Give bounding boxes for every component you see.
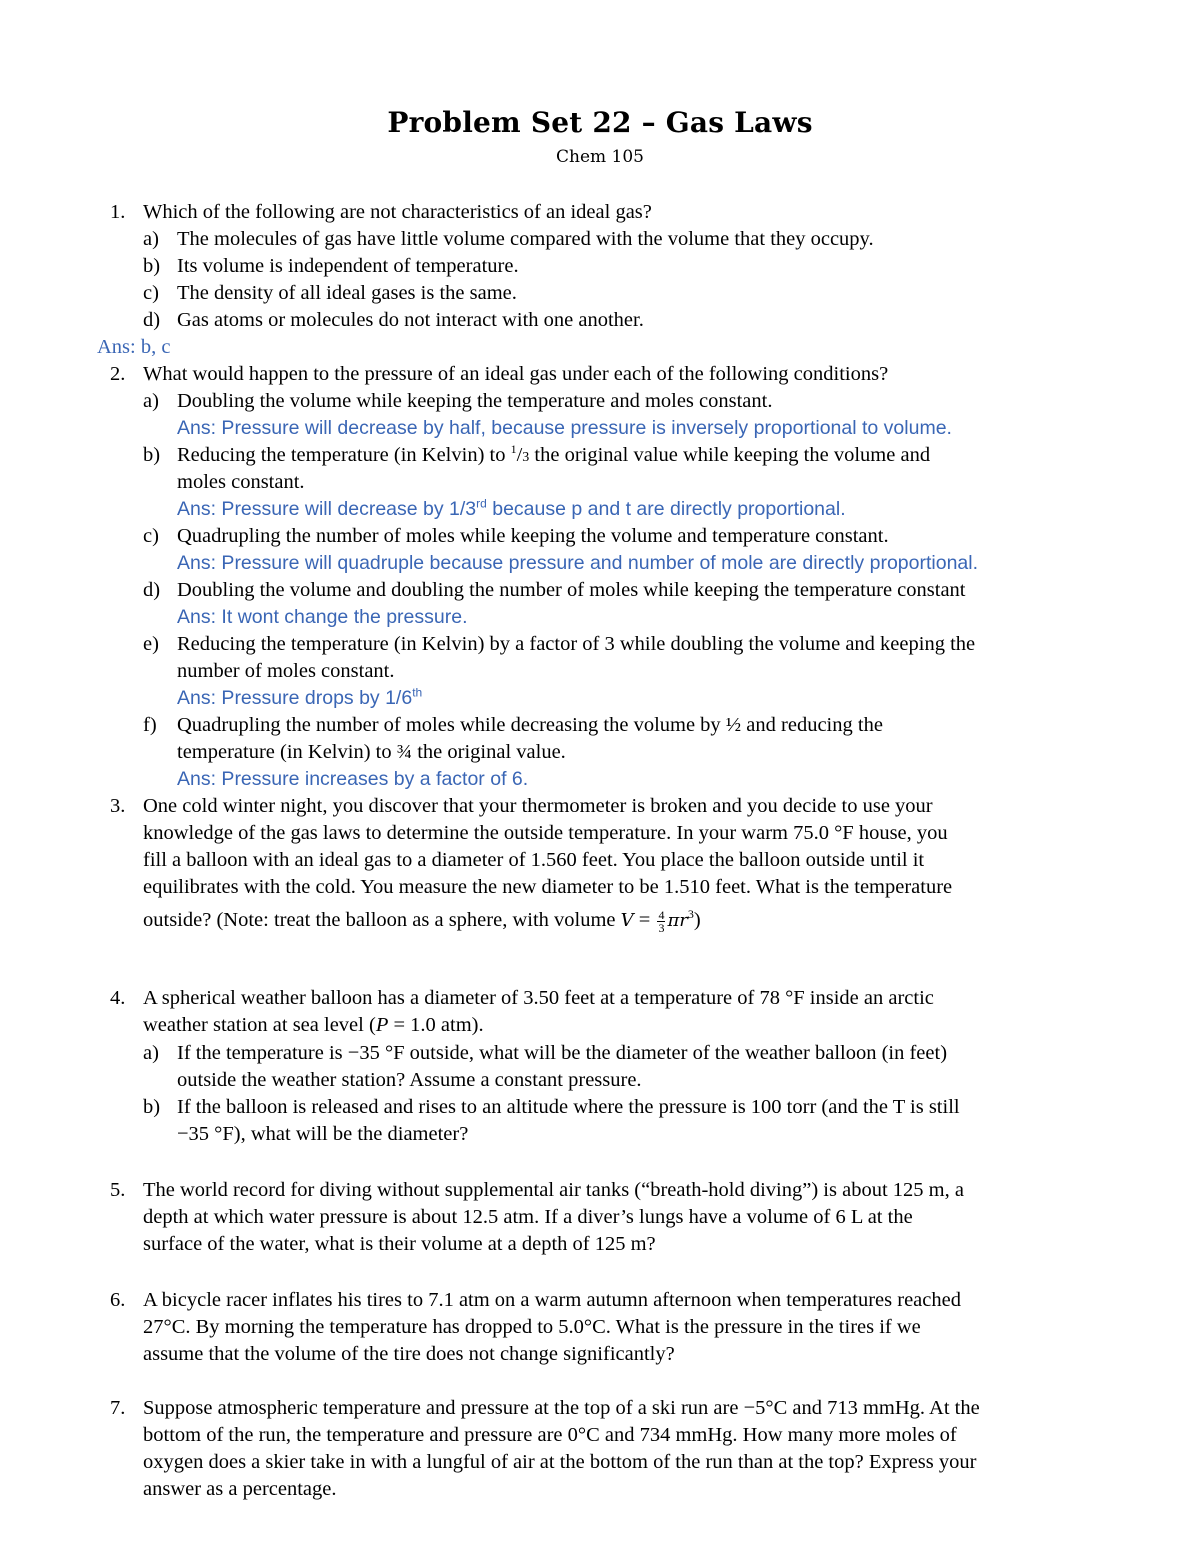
answer-text: Ans: Pressure will decrease by 1/3rd because p and t are directly proportional. [177, 496, 846, 520]
question-text: bottom of the run, the temperature and pressure are 0°C and 734 mmHg. How many more moles of [143, 1424, 957, 1446]
option-label: b) [143, 255, 161, 277]
question-number: 1. [110, 201, 126, 223]
option-label: a) [143, 228, 159, 250]
option-label: d) [143, 309, 161, 331]
option-label: a) [143, 390, 159, 412]
option-text: The density of all ideal gases is the same. [177, 282, 517, 304]
answer-text: Ans: Pressure will decrease by half, because pressure is inversely proportional to volume. [177, 417, 952, 439]
volume-formula: V = $\frac{4}{3}$ $\pi r^3$ [620, 907, 694, 935]
option-text: The molecules of gas have little volume compared with the volume that they occupy. [177, 228, 874, 250]
question-text: A bicycle racer inflates his tires to 7.1 atm on a warm autumn afternoon when temperatures reached [143, 1289, 961, 1311]
option-label: b) [143, 444, 161, 466]
question-text: fill a balloon with an ideal gas to a diameter of 1.560 feet. You place the balloon outside until it [143, 849, 925, 871]
question-number: 2. [110, 363, 126, 385]
option-label: e) [143, 633, 159, 655]
question-text: Suppose atmospheric temperature and pressure at the top of a ski run are −5°C and 713 mmHg. At the [143, 1397, 980, 1419]
question-text: oxygen does a skier take in with a lungful of air at the bottom of the run than at the top? Express your [143, 1451, 977, 1473]
question-text: The world record for diving without supplemental air tanks (“breath-hold diving”) is about 125 m, a [143, 1179, 964, 1201]
question-text: surface of the water, what is their volume at a depth of 125 m? [143, 1233, 656, 1255]
option-text: Quadrupling the number of moles while decreasing the volume by ½ and reducing the [177, 714, 883, 736]
question-text: assume that the volume of the tire does not change significantly? [143, 1343, 675, 1365]
question-text: 27°C. By morning the temperature has dropped to 5.0°C. What is the pressure in the tires if we [143, 1316, 921, 1338]
option-label: c) [143, 282, 159, 304]
option-text: Doubling the volume and doubling the number of moles while keeping the temperature constant [177, 579, 966, 601]
option-label: a) [143, 1042, 159, 1064]
option-text: Doubling the volume while keeping the temperature and moles constant. [177, 390, 773, 412]
option-label: d) [143, 579, 161, 601]
option-text: If the temperature is −35 °F outside, what will be the diameter of the weather balloon (in feet) [177, 1042, 948, 1064]
option-text-cont: −35 °F), what will be the diameter? [177, 1123, 469, 1145]
option-text: Reducing the temperature (in Kelvin) to $^1$/3 the original value while keeping the volume and [177, 442, 931, 466]
question-text: knowledge of the gas laws to determine the outside temperature. In your warm 75.0 °F house, you [143, 822, 948, 844]
answer-text: Ans: b, c [97, 336, 171, 358]
question-text: outside? (Note: treat the balloon as a sphere, with volume V = $\frac{4}{3}$ $\pi r^3$) [143, 907, 701, 935]
option-text: Quadrupling the number of moles while keeping the volume and temperature constant. [177, 525, 889, 547]
option-text: Its volume is independent of temperature. [177, 255, 519, 277]
option-text-cont: outside the weather station? Assume a constant pressure. [177, 1069, 642, 1091]
option-text-cont: moles constant. [177, 471, 305, 493]
question-number: 5. [110, 1179, 126, 1201]
question-text: A spherical weather balloon has a diameter of 3.50 feet at a temperature of 78 °F inside an arctic [143, 987, 934, 1009]
option-text: Gas atoms or molecules do not interact with one another. [177, 309, 644, 331]
answer-text: Ans: It wont change the pressure. [177, 606, 468, 628]
question-text: weather station at sea level (P = 1.0 atm). [143, 1014, 484, 1036]
answer-text: Ans: Pressure increases by a factor of 6. [177, 768, 529, 790]
page-title: Problem Set 22 – Gas Laws [387, 106, 813, 139]
option-label: f) [143, 714, 157, 736]
question-text: Which of the following are not characteristics of an ideal gas? [143, 201, 652, 223]
answer-text: Ans: Pressure drops by 1/6th [177, 685, 423, 709]
question-number: 4. [110, 987, 126, 1009]
option-text: Reducing the temperature (in Kelvin) by a factor of 3 while doubling the volume and keeping the [177, 633, 976, 655]
question-text: equilibrates with the cold. You measure the new diameter to be 1.510 feet. What is the temperature [143, 876, 953, 898]
question-number: 6. [110, 1289, 126, 1311]
question-text: answer as a percentage. [143, 1478, 337, 1500]
option-label: c) [143, 525, 159, 547]
question-text: One cold winter night, you discover that your thermometer is broken and you decide to use your [143, 795, 933, 817]
option-label: b) [143, 1096, 161, 1118]
question-text: What would happen to the pressure of an ideal gas under each of the following conditions? [143, 363, 889, 385]
option-text-cont: number of moles constant. [177, 660, 395, 682]
option-text-cont: temperature (in Kelvin) to ¾ the original value. [177, 741, 566, 763]
question-number: 3. [110, 795, 126, 817]
page-subtitle: Chem 105 [556, 147, 644, 167]
option-text: If the balloon is released and rises to an altitude where the pressure is 100 torr (and the T is still [177, 1096, 960, 1118]
question-text: depth at which water pressure is about 12.5 atm. If a diver’s lungs have a volume of 6 L at the [143, 1206, 913, 1228]
answer-text: Ans: Pressure will quadruple because pressure and number of mole are directly proportional. [177, 552, 979, 574]
question-number: 7. [110, 1397, 126, 1419]
